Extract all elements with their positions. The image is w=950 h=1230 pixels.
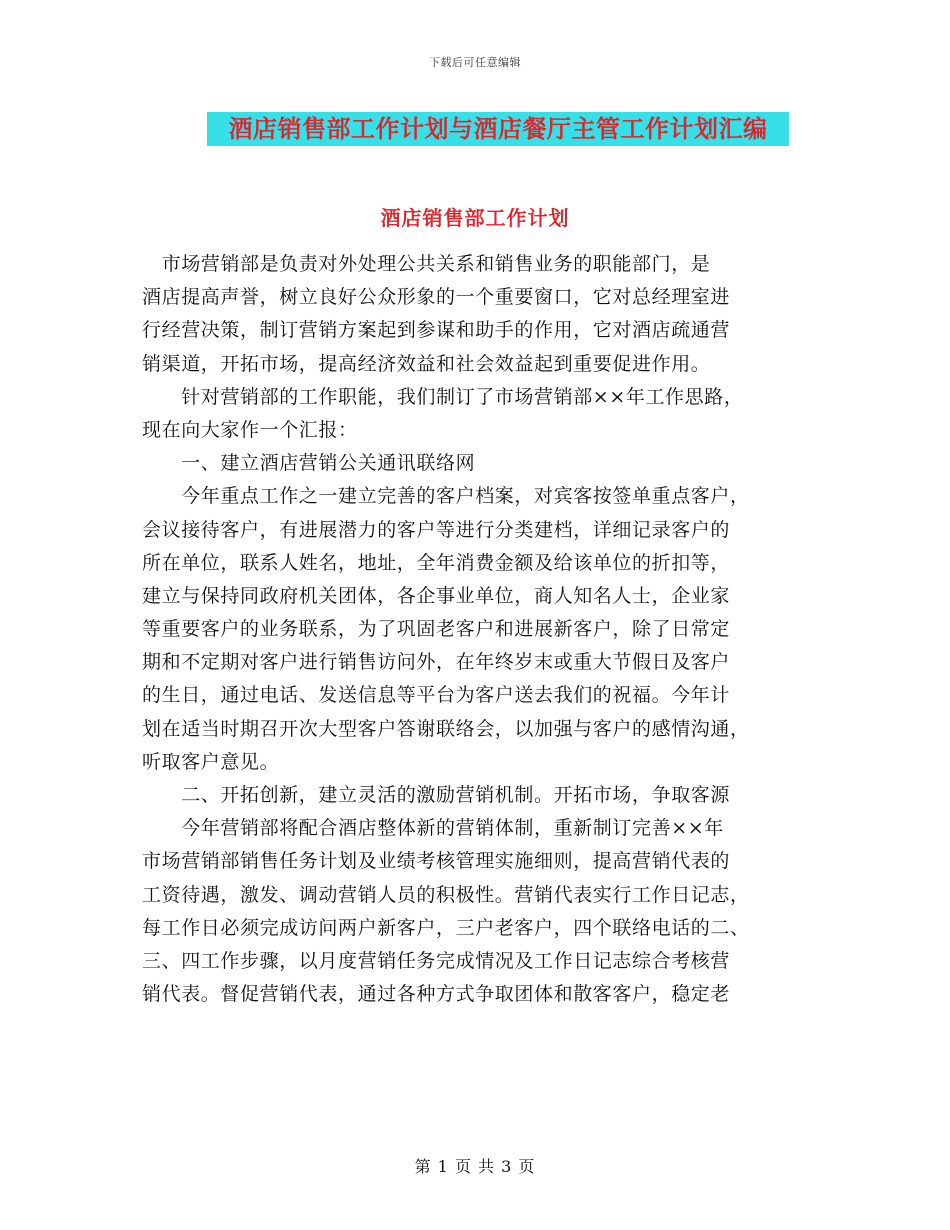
body-line: 现在向大家作一个汇报： [142, 418, 358, 441]
body-text [142, 248, 814, 1011]
body-line: 市场营销部是负责对外处理公共关系和销售业务的职能部门，是 [142, 253, 711, 275]
body-line: 建立与保持同政府机关团体，各企事业单位，商人知名人士，企业家 [142, 584, 731, 607]
body-line: 三、四工作步骤，以月度营销任务完成情况及工作日记志综合考核营 [142, 949, 731, 972]
body-line: 针对营销部的工作职能，我们制订了市场营销部××年工作思路， [142, 385, 744, 408]
body-line: 二、开拓创新，建立灵活的激励营销机制。开拓市场，争取客源 [142, 784, 731, 806]
page-footer: 第 1 页 共 3 页 [414, 1157, 536, 1176]
body-line: 今年营销部将配合酒店整体新的营销体制，重新制订完善××年 [142, 817, 724, 840]
body-line: 工资待遇，激发、调动营销人员的积极性。营销代表实行工作日记志， [142, 883, 750, 906]
main-title: 酒店销售部工作计划与酒店餐厅主管工作计划汇编 [228, 114, 768, 143]
body-line: 销代表。督促营销代表，通过各种方式争取团体和散客客户，稳定老 [142, 983, 731, 1006]
body-line: 听取客户意见。 [142, 750, 280, 773]
body-line: 期和不定期对客户进行销售访问外，在年终岁末或重大节假日及客户 [142, 651, 731, 674]
main-title-highlight [207, 112, 789, 146]
body-line: 划在适当时期召开次大型客户答谢联络会，以加强与客户的感情沟通， [142, 717, 750, 740]
body-line: 酒店提高声誉，树立良好公众形象的一个重要窗口，它对总经理室进 [142, 286, 731, 309]
body-line: 行经营决策，制订营销方案起到参谋和助手的作用，它对酒店疏通营 [142, 319, 731, 342]
body-line: 所在单位，联系人姓名，地址，全年消费金额及给该单位的折扣等， [142, 551, 731, 574]
section-title: 酒店销售部工作计划 [380, 206, 570, 230]
body-line: 今年重点工作之一建立完善的客户档案，对宾客按签单重点客户， [142, 485, 750, 508]
body-line: 会议接待客户，有进展潜力的客户等进行分类建档，详细记录客户的 [142, 518, 731, 541]
body-line: 市场营销部销售任务计划及业绩考核管理实施细则，提高营销代表的 [142, 850, 731, 873]
body-line: 销渠道，开拓市场，提高经济效益和社会效益起到重要促进作用。 [142, 352, 711, 375]
body-line: 每工作日必须完成访问两户新客户，三户老客户，四个联络电话的二、 [142, 916, 750, 939]
header-note: 下载后可任意编辑 [429, 56, 521, 69]
body-line: 一、建立酒店营销公关通讯联络网 [142, 452, 476, 475]
body-line: 的生日，通过电话、发送信息等平台为客户送去我们的祝福。今年计 [142, 684, 731, 707]
body-line: 等重要客户的业务联系，为了巩固老客户和进展新客户，除了日常定 [142, 618, 731, 641]
